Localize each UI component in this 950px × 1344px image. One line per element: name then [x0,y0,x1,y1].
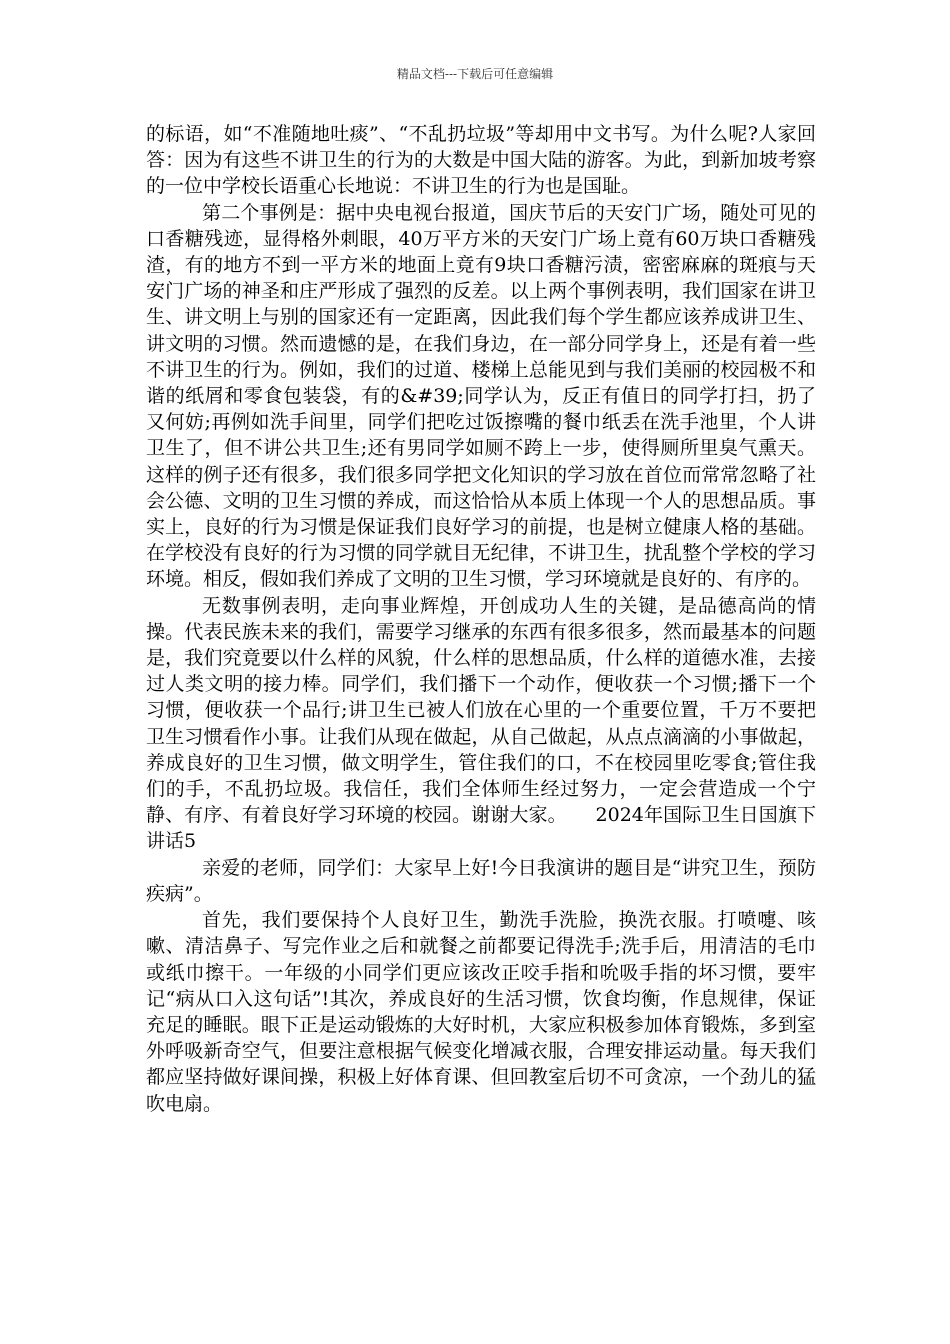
paragraph: 首先，我们要保持个人良好卫生，勤洗手洗脸，换洗衣服。打喷嚏、咳嗽、清洁鼻子、写完作业之后和就餐之前都要记得洗手;洗手后，用清洁的毛巾或纸巾擦干。一年级的小同学们更应该改正咬手指和吮吸手指的坏习惯，要牢记“病从口入这句话”!其次，养成良好的生活习惯，饮食均衡，作息规律，保证充足的睡眠。眼下正是运动锻炼的大好时机，大家应积极参加体育锻炼，多到室外呼吸新奇空气，但要注意根据气候变化增减衣服，合理安排运动量。每天我们都应坚持做好课间操，积极上好体育课、但回教室后切不可贪凉，一个劲儿的猛吹电扇。 [146,909,816,1115]
document-body [146,121,816,1117]
paragraph: 的标语，如“不准随地吐痰”、“不乱扔垃圾”等却用中文书写。为什么呢?人家回答：因为有这些不讲卫生的行为的大数是中国大陆的游客。为此，到新加坡考察的一位中学校长语重心长地说：不讲卫生的行为也是国耻。 [146,123,816,198]
paragraph: 亲爱的老师，同学们：大家早上好!今日我演讲的题目是“讲究卫生，预防疾病”。 [146,856,816,905]
page-header: 精品文档---下载后可任意编辑 [396,67,554,81]
paragraph: 无数事例表明，走向事业辉煌，开创成功人生的关键，是品德高尚的情操。代表民族未来的我们，需要学习继承的东西有很多很多，然而最基本的问题是，我们究竟要以什么样的风貌，什么样的思想品质，什么样的道德水准，去接过人类文明的接力棒。同学们，我们播下一个动作，便收获一个习惯;播下一个习惯，便收获一个品行;讲卫生已被人们放在心里的一个重要位置，千万不要把卫生习惯看作小事。让我们从现在做起，从自己做起，从点点滴滴的小事做起，养成良好的卫生习惯，做文明学生，管住我们的口，不在校园里吃零食;管住我们的手，不乱扔垃圾。我信任，我们全体师生经过努力，一定会营造成一个宁静、有序、有着良好学习环境的校园。谢谢大家。 2024年国际卫生日国旗下讲话5 [146,594,816,853]
paragraph: 第二个事例是：据中央电视台报道，国庆节后的天安门广场，随处可见的口香糖残迹，显得格外刺眼，40万平方米的天安门广场上竟有60万块口香糖残渣，有的地方不到一平方米的地面上竟有9块口香糖污渍，密密麻麻的斑痕与天安门广场的神圣和庄严形成了强烈的反差。以上两个事例表明，我们国家在讲卫生、讲文明上与别的国家还有一定距离，因此我们每个学生都应该养成讲卫生、讲文明的习惯。然而遗憾的是，在我们身边，在一部分同学身上，还是有着一些不讲卫生的行为。例如，我们的过道、楼梯上总能见到与我们美丽的校园极不和谐的纸屑和零食包装袋，有的&#39;同学认为，反正有值日的同学打扫，扔了又何妨;再例如洗手间里，同学们把吃过饭擦嘴的餐巾纸丢在洗手池里，个人讲卫生了，但不讲公共卫生;还有男同学如厕不跨上一步，使得厕所里臭气熏天。这样的例子还有很多，我们很多同学把文化知识的学习放在首位而常常忽略了社会公德、文明的卫生习惯的养成，而这恰恰从本质上体现一个人的思想品质。事实上，良好的行为习惯是保证我们良好学习的前提，也是树立健康人格的基础。在学校没有良好的行为习惯的同学就目无纪律，不讲卫生，扰乱整个学校的学习环境。相反，假如我们养成了文明的卫生习惯，学习环境就是良好的、有序的。 [146,201,816,591]
